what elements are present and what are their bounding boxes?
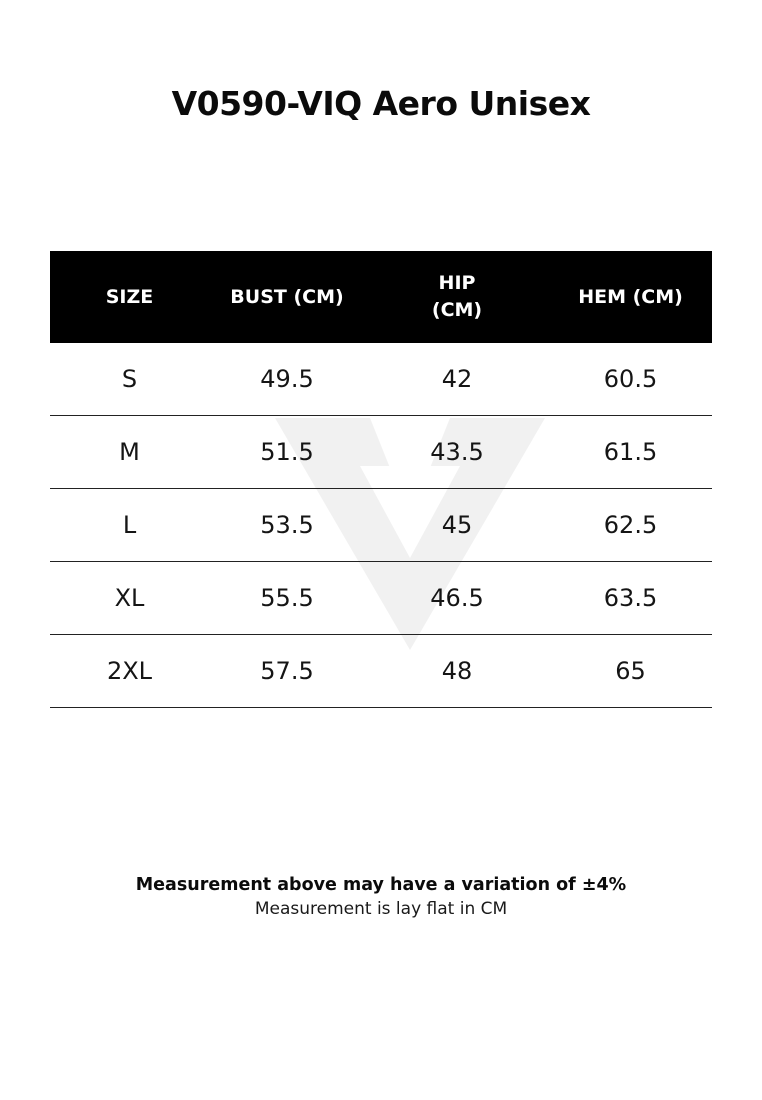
cell-hem: 62.5 [549, 489, 712, 562]
cell-hip: 45 [365, 489, 549, 562]
header-hip-line1: HIP [438, 272, 476, 294]
measurement-method-note: Measurement is lay flat in CM [254, 899, 508, 919]
table-row [50, 562, 712, 635]
cell-hem: 65 [549, 635, 712, 708]
table-row [50, 489, 712, 562]
header-size: SIZE [50, 251, 209, 343]
variation-note: Measurement above may have a variation of ±4% [135, 875, 627, 895]
cell-hip: 46.5 [365, 562, 549, 635]
table-row [50, 343, 712, 416]
cell-bust: 53.5 [209, 489, 365, 562]
cell-hem: 60.5 [549, 343, 712, 416]
table-row [50, 416, 712, 489]
table-header-row [50, 251, 712, 343]
header-hip [365, 251, 549, 343]
cell-hem: 61.5 [549, 416, 712, 489]
cell-size: S [50, 343, 209, 416]
measurement-notes [0, 873, 762, 921]
cell-size: L [50, 489, 209, 562]
cell-size: 2XL [50, 635, 209, 708]
cell-size: M [50, 416, 209, 489]
page-title: V0590-VIQ Aero Unisex [171, 84, 591, 123]
cell-bust: 49.5 [209, 343, 365, 416]
header-hem: HEM (CM) [549, 251, 712, 343]
cell-hip: 48 [365, 635, 549, 708]
header-bust: BUST (CM) [209, 251, 365, 343]
cell-size: XL [50, 562, 209, 635]
size-chart-table [50, 251, 712, 708]
cell-bust: 51.5 [209, 416, 365, 489]
cell-bust: 55.5 [209, 562, 365, 635]
cell-hem: 63.5 [549, 562, 712, 635]
cell-hip: 43.5 [365, 416, 549, 489]
cell-bust: 57.5 [209, 635, 365, 708]
cell-hip: 42 [365, 343, 549, 416]
header-hip-line2: (CM) [431, 299, 483, 321]
table-row [50, 635, 712, 708]
